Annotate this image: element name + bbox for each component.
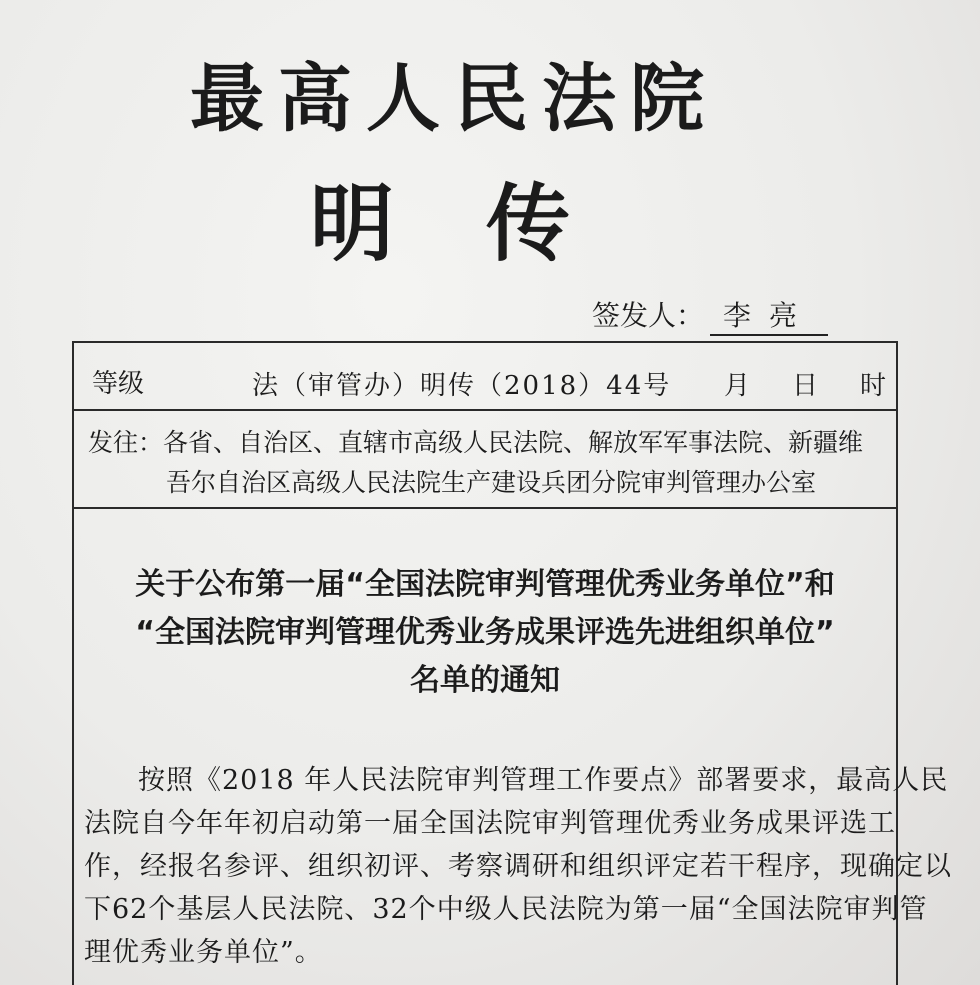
recipients-line: 发往：各省、自治区、直辖市高级人民法院、解放军军事法院、新疆维	[88, 428, 864, 457]
body-line: 按照《2018 年人民法院审判管理工作要点》部署要求，最高人民	[138, 765, 949, 796]
notice-title-line: 名单的通知	[410, 663, 560, 698]
level-label: 等级	[92, 369, 145, 399]
document-type-title: 明传	[310, 174, 663, 273]
recipients-line: 吾尔自治区高级人民法院生产建设兵团分院审判管理办公室	[166, 468, 817, 497]
body-line: 下62个基层人民法院、32个中级人民法院为第一届“全国法院审判管	[84, 894, 928, 925]
body-line: 理优秀业务单位”。	[84, 937, 323, 968]
hour-field: 时	[860, 371, 887, 401]
document-number: 法（审管办）明传（2018）44号	[252, 371, 672, 401]
body-line: 法院自今年年初启动第一届全国法院审判管理优秀业务成果评选工	[84, 808, 896, 839]
notice-body	[84, 759, 952, 974]
issuing-authority-title: 最高人民法院	[190, 56, 718, 142]
signer-label: 签发人：	[592, 299, 705, 332]
level-row	[74, 343, 896, 411]
signer-row	[592, 299, 828, 336]
notice-title-line: 关于公布第一届“全国法院审判管理优秀业务单位”和	[135, 567, 835, 602]
day-field: 日	[792, 371, 819, 401]
notice-title	[74, 561, 896, 705]
document-frame	[72, 341, 952, 985]
month-field: 月	[724, 371, 751, 401]
notice-title-line: “全国法院审判管理优秀业务成果评选先进组织单位”	[135, 615, 835, 650]
body-line: 作，经报名参评、组织初评、考察调研和组织评定若干程序，现确定以	[84, 851, 952, 882]
recipients-row	[74, 411, 896, 509]
signer-name: 李亮	[710, 302, 828, 336]
